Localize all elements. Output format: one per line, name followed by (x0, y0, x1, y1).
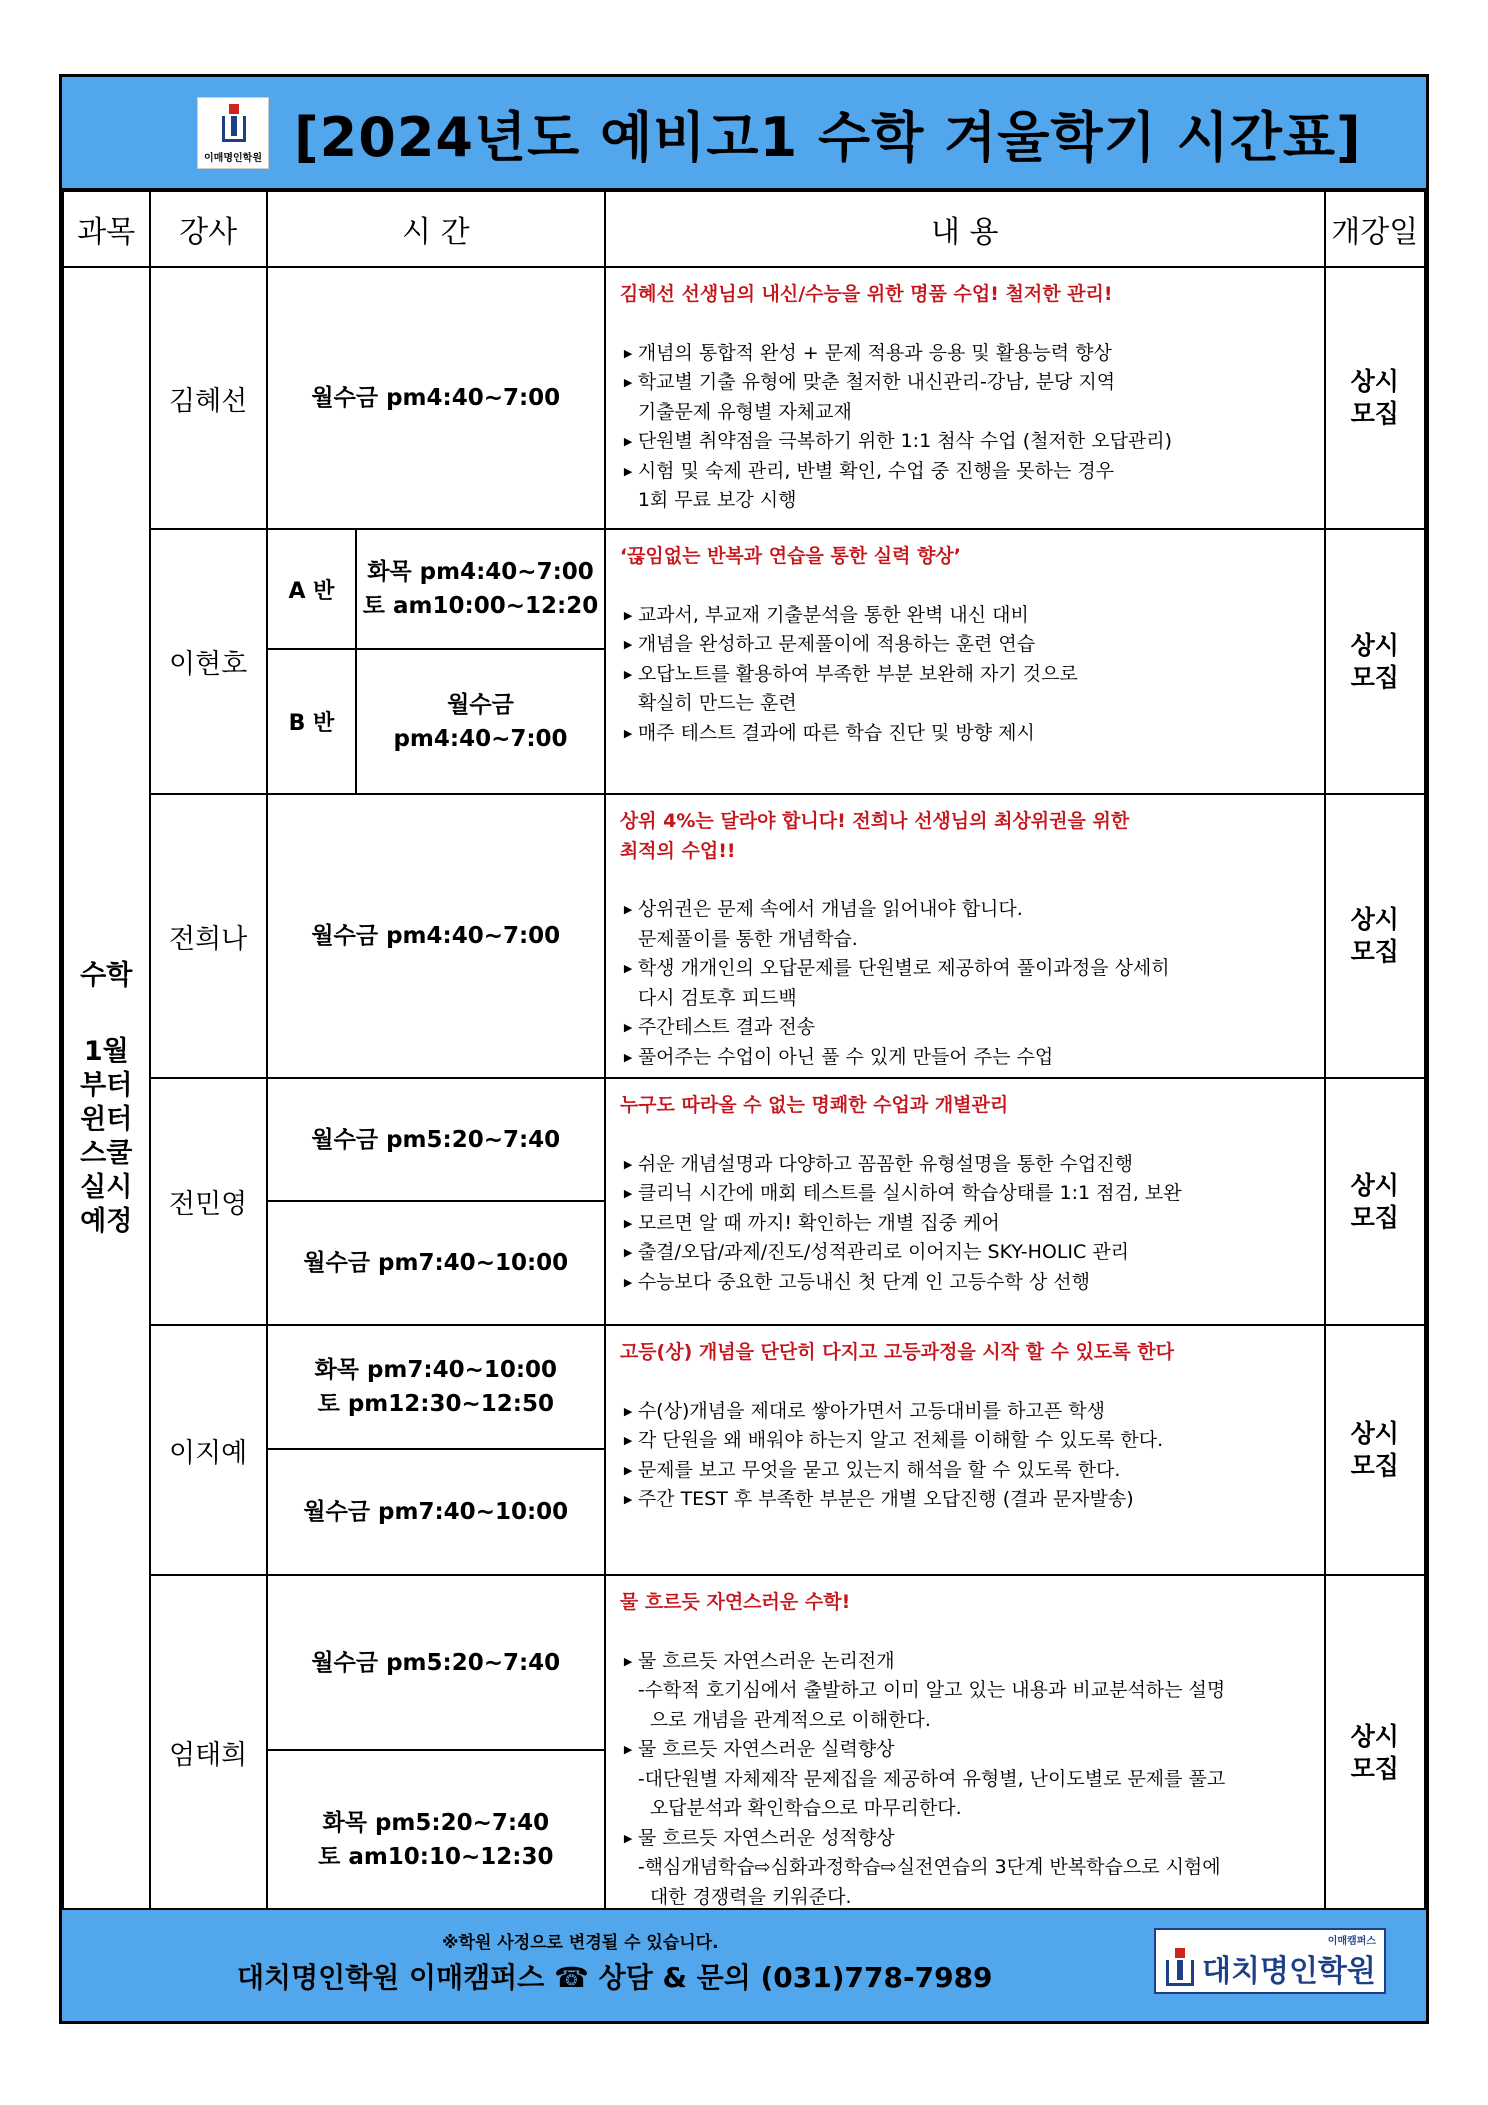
bullet-triangle-icon: ▶ (623, 1157, 633, 1171)
bullet-continuation: 다시 검토후 피드백 (637, 986, 797, 1009)
open-status: 상시 모집 (1325, 529, 1425, 794)
bullet-triangle-icon: ▶ (623, 435, 633, 448)
bullet-item: ▶ 개념을 완성하고 문제풀이에 적용하는 훈련 연습 (620, 630, 1316, 660)
bullet-triangle-icon: ▶ (623, 1743, 633, 1756)
bullet-continuation: 1회 무료 보강 시행 (637, 489, 797, 511)
timetable-frame (59, 74, 1429, 2024)
bullet-continuation: 으로 개념을 관계적으로 이해한다. (649, 1708, 931, 1731)
open-status: 상시 모집 (1325, 267, 1425, 529)
class-time: 화목 pm5:20~7:40 토 am10:10~12:30 (267, 1750, 605, 1930)
bullet-continuation: -대단원별 자체제작 문제집을 제공하여 유형별, 난이도별로 문제를 풀고 (637, 1767, 1226, 1790)
bullet-triangle-icon: ▶ (623, 1187, 633, 1200)
bullet-item: ▶ 교과서, 부교재 기출분석을 통한 완벽 내신 대비 (620, 601, 1316, 631)
class-label-a: A 반 (267, 529, 356, 649)
bullet-item: ▶ 물 흐르듯 자연스러운 논리전개 (620, 1647, 1316, 1677)
bullet-continuation: -핵심개념학습⇨심화과정학습⇨실전연습의 3단계 반복학습으로 시험에 (637, 1856, 1221, 1878)
bullet-triangle-icon: ▶ (623, 1654, 633, 1668)
bullet-continuation: 확실히 만드는 훈련 (637, 692, 797, 714)
footer-contact: 대치명인학원 이매캠퍼스 ☎ 상담 & 문의 (031)778-7989 (237, 1961, 993, 1994)
content-headline: 상위 4%는 달라야 합니다! 전희나 선생님의 최상위권을 위한 (619, 810, 1130, 832)
bullet-item: ▶ 매주 테스트 결과에 따른 학습 진단 및 방향 제시 (620, 719, 1316, 749)
teacher-name: 이현호 (150, 529, 267, 794)
bullet-triangle-icon: ▶ (623, 1216, 633, 1230)
footer-logo (1154, 1928, 1386, 1994)
bullet-triangle-icon: ▶ (623, 464, 633, 478)
bullet-item: ▶ 풀어주는 수업이 아닌 풀 수 있게 만들어 주는 수업 (620, 1043, 1316, 1073)
bullet-triangle-icon: ▶ (623, 346, 633, 360)
table-row (63, 1575, 1425, 1750)
bullet-item: ▶ 주간테스트 결과 전송 (620, 1013, 1316, 1043)
table-row (63, 529, 1425, 649)
course-description (605, 529, 1325, 794)
open-status: 상시 모집 (1325, 1078, 1425, 1325)
bullet-triangle-icon: ▶ (623, 1021, 633, 1034)
bullet-item: ▶ 단원별 취약점을 극복하기 위한 1:1 첨삭 수업 (철저한 오답관리) (620, 427, 1316, 457)
bullet-item: ▶ 시험 및 숙제 관리, 반별 확인, 수업 중 진행을 못하는 경우 (620, 457, 1316, 487)
table-row (63, 1078, 1425, 1201)
bullet-triangle-icon: ▶ (623, 608, 633, 622)
teacher-name: 김혜선 (150, 267, 267, 529)
academy-logo (197, 97, 269, 169)
bullet-continuation: 문제풀이를 통한 개념학습. (637, 927, 858, 950)
footer-banner (62, 1908, 1426, 2021)
bullet-triangle-icon: ▶ (623, 903, 633, 916)
footer-note: ※학원 사정으로 변경될 수 있습니다. (442, 1933, 719, 1953)
bullet-triangle-icon: ▶ (623, 1246, 633, 1259)
bullet-item: ▶ 물 흐르듯 자연스러운 실력향상 (620, 1735, 1316, 1765)
col-subject: 과목 (63, 191, 150, 267)
bullet-triangle-icon: ▶ (623, 638, 633, 651)
subject-cell: 수학 1월 부터 윈터 스쿨 실시 예정 (63, 267, 150, 1930)
teacher-name: 전희나 (150, 794, 267, 1078)
logo-icon (1166, 1948, 1194, 1986)
footer-logo-campus: 이매캠퍼스 (1327, 1936, 1376, 1947)
page-title: [2024년도 예비고1 수학 겨울학기 시간표] (294, 106, 1362, 169)
bullet-continuation: 오답분석과 확인학습으로 마무리한다. (649, 1797, 962, 1819)
bullet-item: ▶ 개념의 통합적 완성 + 문제 적용과 응용 및 활용능력 향상 (620, 339, 1316, 369)
class-time: 화목 pm7:40~10:00 토 pm12:30~12:50 (267, 1325, 605, 1449)
course-description (605, 267, 1325, 529)
bullet-triangle-icon: ▶ (623, 1404, 633, 1418)
table-row (63, 1325, 1425, 1449)
content-headline: 누구도 따라올 수 없는 명쾌한 수업과 개별관리 (619, 1094, 1009, 1116)
bullet-triangle-icon: ▶ (623, 962, 633, 975)
course-description (605, 794, 1325, 1078)
bullet-continuation: 기출문제 유형별 자체교재 (637, 400, 852, 423)
bullet-item: ▶ 수능보다 중요한 고등내신 첫 단계 인 고등수학 상 선행 (620, 1268, 1316, 1298)
logo-icon (222, 104, 246, 144)
class-time: 월수금 pm4:40~7:00 (267, 267, 605, 529)
bullet-item: ▶ 학교별 기출 유형에 맞춘 철저한 내신관리-강남, 분당 지역 (620, 368, 1316, 398)
teacher-name: 엄태희 (150, 1575, 267, 1930)
bullet-triangle-icon: ▶ (623, 726, 633, 740)
bullet-item: ▶ 쉬운 개념설명과 다양하고 꼼꼼한 유형설명을 통한 수업진행 (620, 1150, 1316, 1180)
bullet-continuation: -수학적 호기심에서 출발하고 이미 알고 있는 내용과 비교분석하는 설명 (637, 1679, 1226, 1701)
col-time: 시 간 (267, 191, 605, 267)
class-time: 월수금 pm4:40~7:00 (267, 794, 605, 1078)
class-time: 월수금 pm7:40~10:00 (267, 1449, 605, 1575)
schedule-table (62, 190, 1426, 1931)
col-content: 내 용 (605, 191, 1325, 267)
table-header-row (63, 191, 1425, 267)
course-description (605, 1078, 1325, 1325)
bullet-item: ▶ 각 단원을 왜 배워야 하는지 알고 전체를 이해할 수 있도록 한다. (620, 1426, 1316, 1456)
bullet-triangle-icon: ▶ (623, 1831, 633, 1845)
bullet-item: ▶ 수(상)개념을 제대로 쌓아가면서 고등대비를 하고픈 학생 (620, 1397, 1316, 1427)
table-row (63, 794, 1425, 1078)
header-banner (62, 77, 1426, 190)
bullet-item: ▶ 오답노트를 활용하여 부족한 부분 보완해 자기 것으로 (620, 660, 1316, 690)
bullet-triangle-icon: ▶ (623, 1275, 633, 1289)
content-headline: 최적의 수업!! (619, 839, 736, 862)
bullet-triangle-icon: ▶ (623, 1493, 633, 1506)
bullet-item: ▶ 모르면 알 때 까지! 확인하는 개별 집중 케어 (620, 1209, 1316, 1239)
class-time: 월수금 pm5:20~7:40 (267, 1575, 605, 1750)
bullet-triangle-icon: ▶ (623, 376, 633, 389)
open-status: 상시 모집 (1325, 1575, 1425, 1930)
bullet-item: ▶ 학생 개개인의 오답문제를 단원별로 제공하여 풀이과정을 상세히 (620, 954, 1316, 984)
bullet-item: ▶ 주간 TEST 후 부족한 부분은 개별 오답진행 (결과 문자발송) (620, 1485, 1316, 1515)
content-headline: 김혜선 선생님의 내신/수능을 위한 명품 수업! 철저한 관리! (619, 283, 1113, 305)
footer-logo-name: 대치명인학원 (1202, 1954, 1376, 1989)
bullet-item: ▶ 물 흐르듯 자연스러운 성적향상 (620, 1824, 1316, 1854)
content-headline: ‘끊임없는 반복과 연습을 통한 실력 향상’ (619, 545, 962, 567)
class-time: 월수금 pm4:40~7:00 (356, 649, 605, 794)
col-open: 개강일 (1325, 191, 1425, 267)
bullet-item: ▶ 상위권은 문제 속에서 개념을 읽어내야 합니다. (620, 895, 1316, 925)
open-status: 상시 모집 (1325, 1325, 1425, 1575)
bullet-triangle-icon: ▶ (623, 1463, 633, 1477)
content-headline: 고등(상) 개념을 단단히 다지고 고등과정을 시작 할 수 있도록 한다 (619, 1341, 1174, 1363)
course-description (605, 1325, 1325, 1575)
col-teacher: 강사 (150, 191, 267, 267)
class-time: 화목 pm4:40~7:00 토 am10:00~12:20 (356, 529, 605, 649)
bullet-item: ▶ 출결/오답/과제/진도/성적관리로 이어지는 SKY-HOLIC 관리 (620, 1238, 1316, 1268)
table-row (63, 267, 1425, 529)
course-description (605, 1575, 1325, 1930)
teacher-name: 전민영 (150, 1078, 267, 1325)
bullet-triangle-icon: ▶ (623, 667, 633, 681)
open-status: 상시 모집 (1325, 794, 1425, 1078)
class-time: 월수금 pm7:40~10:00 (267, 1201, 605, 1325)
teacher-name: 이지예 (150, 1325, 267, 1575)
class-label-b: B 반 (267, 649, 356, 794)
class-time: 월수금 pm5:20~7:40 (267, 1078, 605, 1201)
logo-text: 이매명인학원 (204, 153, 262, 164)
bullet-item: ▶ 클리닉 시간에 매회 테스트를 실시하여 학습상태를 1:1 점검, 보완 (620, 1179, 1316, 1209)
bullet-triangle-icon: ▶ (623, 1050, 633, 1064)
bullet-triangle-icon: ▶ (623, 1434, 633, 1447)
content-headline: 물 흐르듯 자연스러운 수학! (619, 1591, 851, 1613)
bullet-item: ▶ 문제를 보고 무엇을 묻고 있는지 해석을 할 수 있도록 한다. (620, 1456, 1316, 1486)
bullet-continuation: 대한 경쟁력을 키워준다. (649, 1885, 852, 1908)
